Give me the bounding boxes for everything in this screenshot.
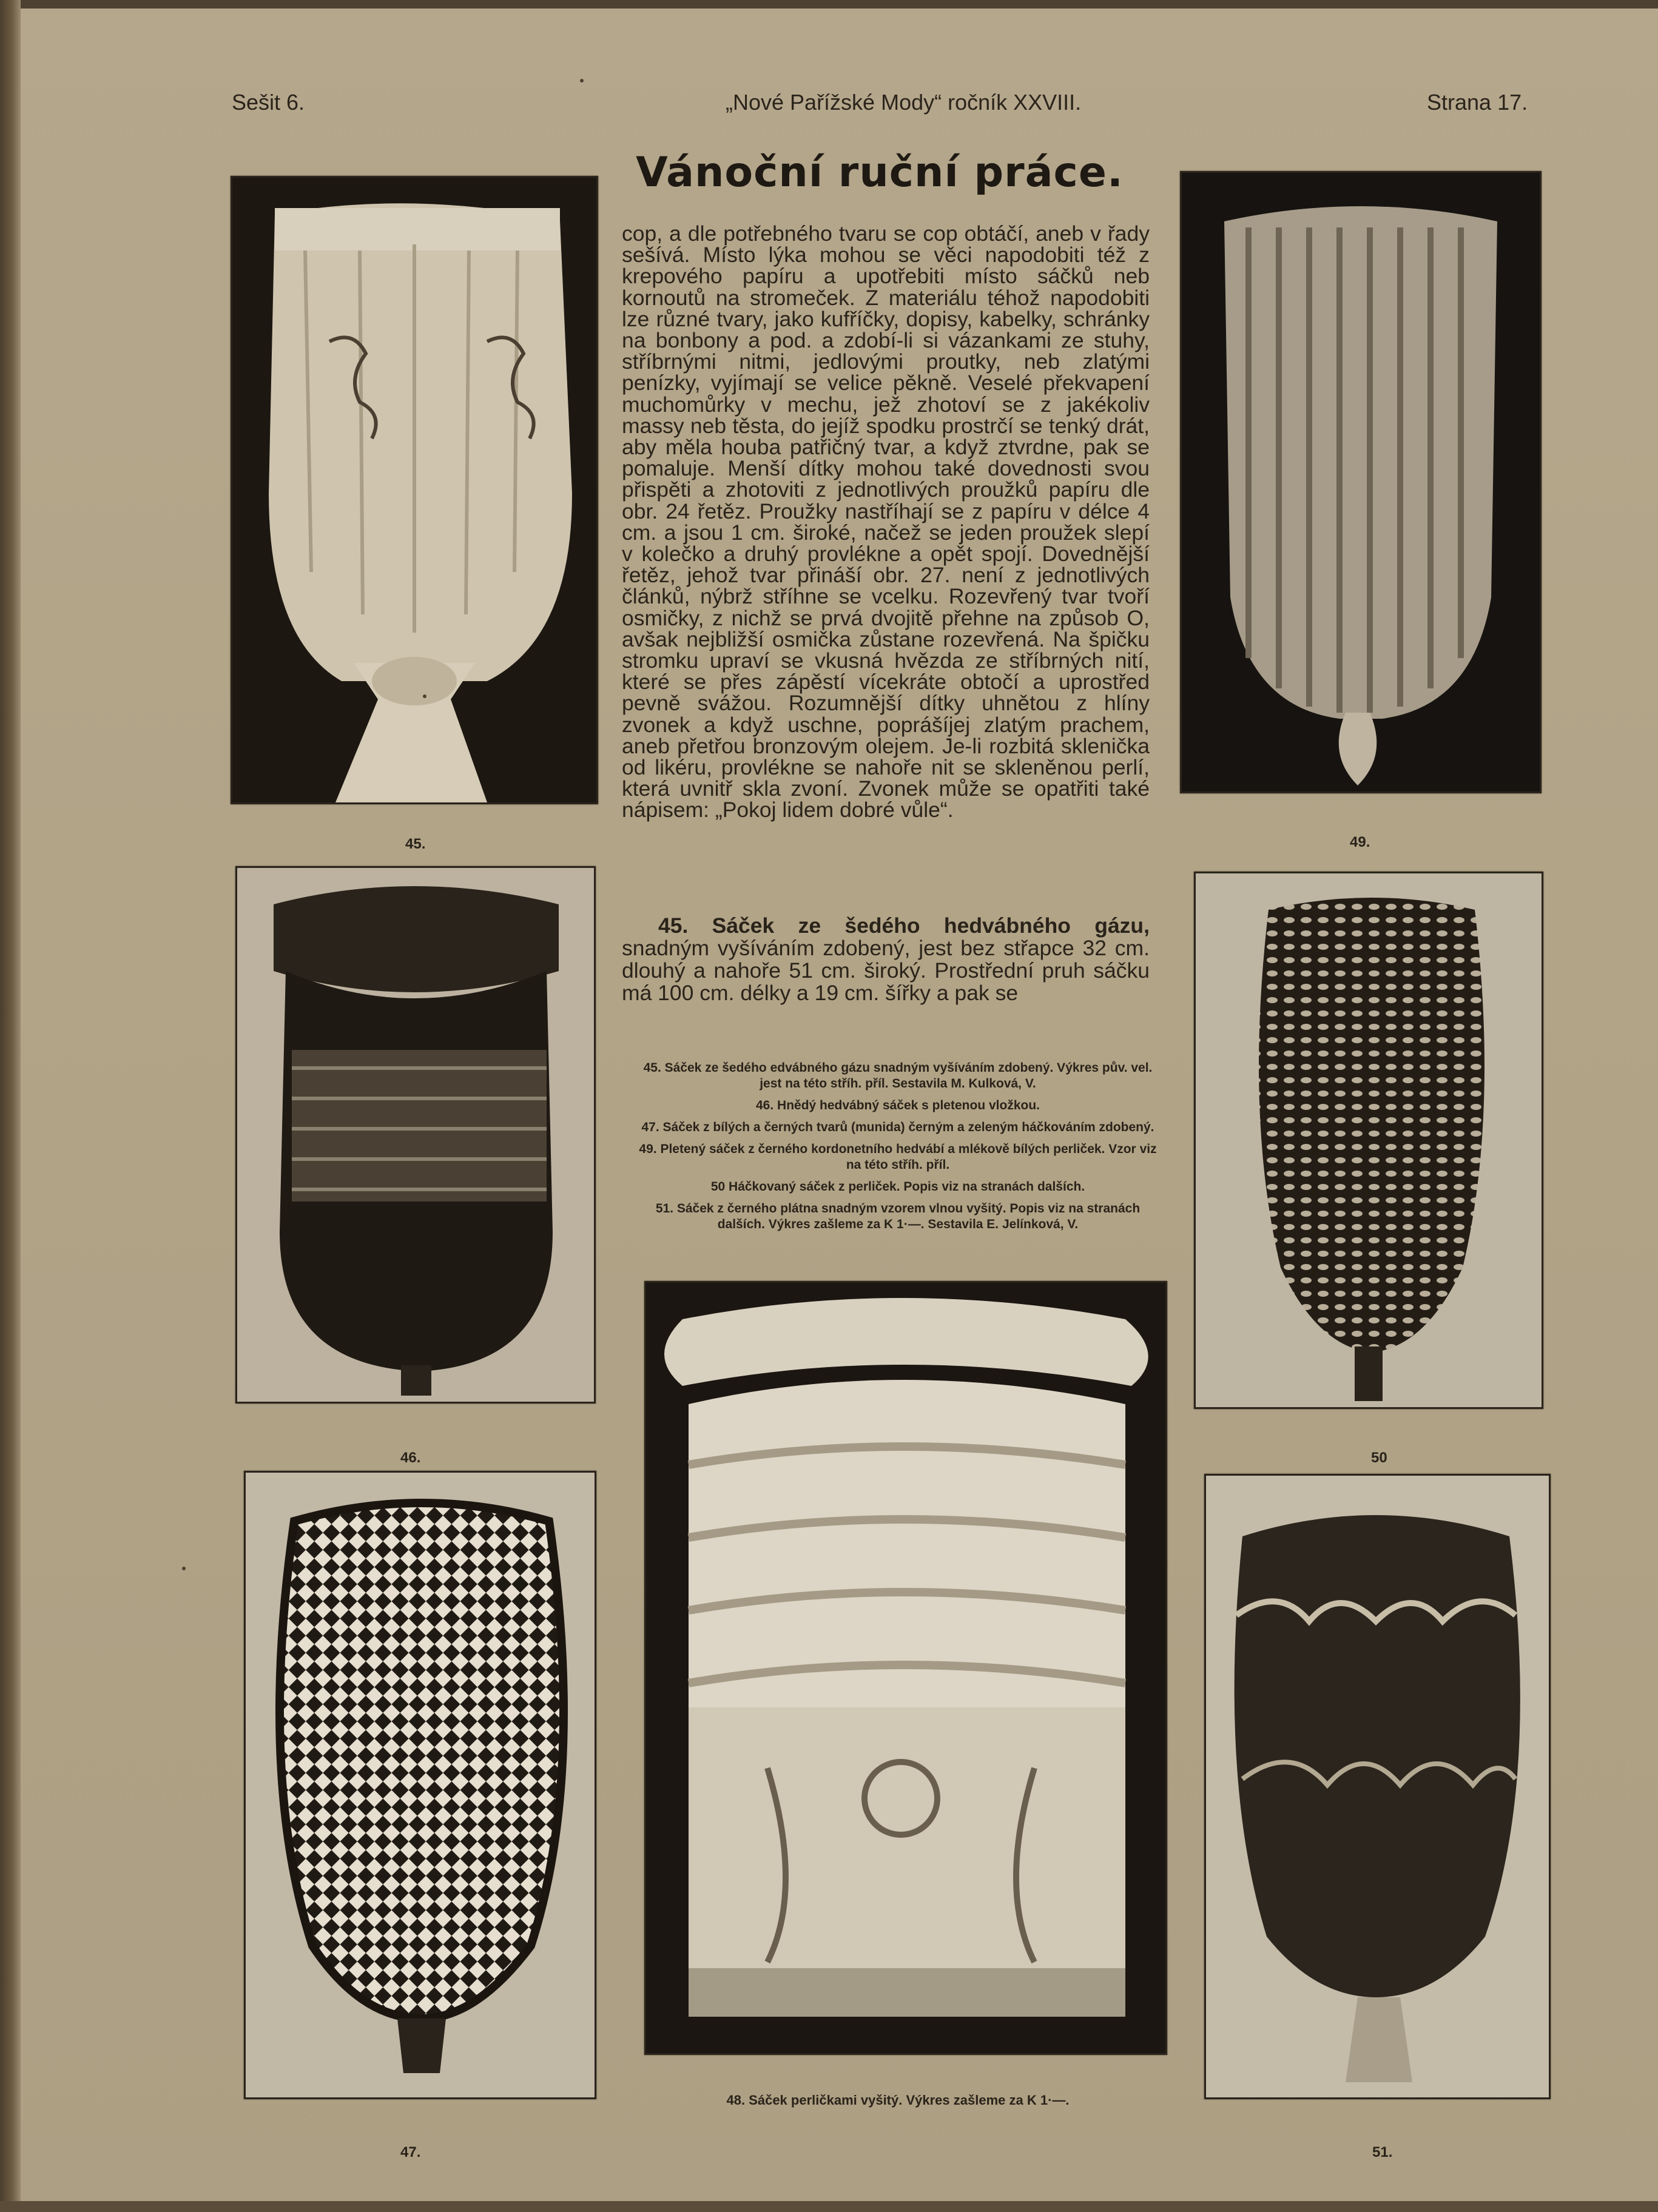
figure-number-46: 46.	[400, 1450, 421, 1466]
paper-speck	[580, 79, 584, 82]
figure-number-50: 50	[1371, 1450, 1387, 1466]
caption-48: 48. Sáček perličkami vyšitý. Výkres zašleme za K 1·—.	[726, 2093, 1070, 2108]
bottom-edge	[0, 2201, 1658, 2212]
photo-51-linen-bag	[1204, 1474, 1551, 2099]
caption-45: 45. Sáček ze šedého edvábného gázu snadným vyšíváním zdobený. Výkres pův. vel. jest na této stříh. příl. Sestavila M. Kulková, V.	[643, 1061, 1153, 1091]
figure-captions	[631, 1060, 1165, 1239]
photo-48-beaded-bag	[644, 1281, 1167, 2055]
caption-49: 49. Pletený sáček z černého kordonetního hedvábí a mlékově bílých perliček. Vzor viz na této stříh. příl.	[639, 1142, 1157, 1172]
binding-spine	[0, 0, 21, 2212]
caption-47: 47. Sáček z bílých a černých tvarů (munida) černým a zeleným háčkováním zdobený.	[641, 1120, 1154, 1134]
article-body	[622, 223, 1150, 821]
figure-number-47: 47.	[400, 2144, 421, 2160]
top-edge	[0, 0, 1658, 8]
item-45-description	[622, 915, 1150, 1004]
article-title: Vánoční ruční práce.	[636, 149, 1124, 197]
caption-51: 51. Sáček z černého plátna snadným vzorem vlnou vyšitý. Popis viz na stranách dalších. Výkres zašleme za K 1·—. Sestavila E. Jelínková, V.	[655, 1202, 1141, 1231]
caption-50: 50 Háčkovaný sáček z perliček. Popis viz na stranách dalších.	[710, 1180, 1085, 1194]
item-45-number: 45.	[658, 913, 689, 938]
photo-46-brown-bag	[235, 866, 596, 1404]
figure-number-49: 49.	[1350, 834, 1370, 850]
photo-45-gauze-bag	[231, 176, 598, 804]
figure-number-45: 45.	[405, 836, 426, 852]
photo-50-crocheted-bag	[1194, 872, 1543, 1409]
figure-number-51: 51.	[1372, 2144, 1393, 2160]
item-45-heading: Sáček ze šedého hedvábného gázu,	[712, 913, 1150, 938]
header-page-number: Strana 17.	[1427, 90, 1528, 115]
photo-49-knitted-bag	[1180, 171, 1542, 793]
header-magazine-title: „Nové Pařížské Mody“ ročník XXVIII.	[726, 90, 1082, 115]
item-45-text: snadným vyšíváním zdobený, jest bez střapce 32 cm. dlouhý a nahoře 51 cm. široký. Prostřední pruh sáčku má 100 cm. délky a 19 cm. šířky a pak se	[622, 936, 1150, 1005]
photo-47-lattice-bag	[244, 1471, 596, 2099]
header-issue: Sešit 6.	[232, 90, 305, 115]
caption-46: 46. Hnědý hedvábný sáček s pletenou vložkou.	[756, 1098, 1040, 1112]
paper-speck	[423, 694, 426, 698]
paper-speck	[182, 1567, 186, 1570]
body-paragraph: cop, a dle potřebného tvaru se cop obtáčí, aneb v řady sešívá. Místo lýka mohou se věci napodobiti též z krepového papíru a upotřebiti místo sáčků neb kornoutů na stromeček. Z materiálu téhož napodobiti lze různé tvary, jako kufříčky, dopisy, kabelky, schránky na bonbony a pod. a zdobí-li si vázankami ze stuhy, stříbrnými nitmi, jedlovými proutky, neb zlatými penízky, vyjímají se velice pěkně. Veselé překvapení muchomůrky v mechu, jež zhotoví se z jakékoliv massy neb těsta, do jejíž spodku prostrčí se tenký drát, aby měla houba patřičný tvar, a když ztvrdne, pak se pomaluje. Menší dítky mohou také dovednosti svou přispěti a zhotoviti z jednotlivých proužků papíru dle obr. 24 řetěz. Proužky nastříhají se z papíru v délce 4 cm. a jsou 1 cm. široké, načež se jeden proužek slepí v kolečko a druhý provlékne a opět spojí. Dovednější řetěz, jehož tvar přináší obr. 27. není z jednotlivých článků, nýbrž stříhne se vcelku. Rozevřený tvar tvoří osmičky, z nichž se prvá dvojitě přehne na způsob O, avšak nejbližší osmička zůstane rozevřená. Na špičku stromku upraví se vkusná hvězda ze stříbrných nití, které se přes zápěstí vícekráte obtočí a uprostřed pevně svážou. Rozumnější dítky uhnětou z hlíny zvonek a když uschne, poprášíjej zlatým prachem, aneb přetřou bronzovým olejem. Je-li rozbitá sklenička od likéru, provlékne se nahoře nit se skleněnou perlí, která uvnitř skla zvoní. Zvonek může se opatřiti také nápisem: „Pokoj lidem dobré vůle“.	[622, 221, 1150, 822]
